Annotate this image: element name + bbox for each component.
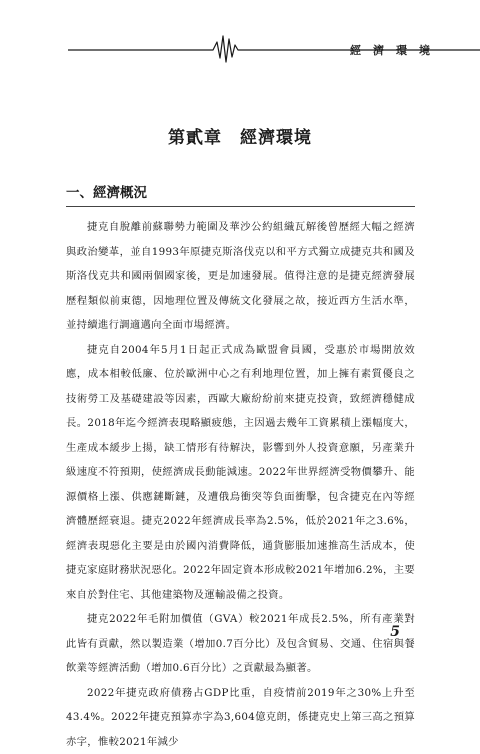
section-divider <box>66 206 415 207</box>
section-heading: 一、經濟概況 <box>66 181 147 201</box>
paragraph-3: 捷克2022年毛附加價值（GVA）較2021年成長2.5%，所有產業對此皆有貢獻，然以製造業（增加0.7百分比）及包含貿易、交通、住宿與餐飲業等經濟活動（增加0.6百分比）之貢獻最為顯著。 <box>66 607 415 681</box>
page-number: 5 <box>390 624 400 640</box>
chapter-title: 第貳章 經濟環境 <box>0 123 480 148</box>
body-text <box>66 215 415 754</box>
paragraph-4: 2022年捷克政府債務占GDP比重，自疫情前2019年之30%上升至43.4%。2022年捷克預算赤字為3,604億克朗，係捷克史上第三高之預算赤字，惟較2021年減少 <box>66 681 415 754</box>
running-header <box>0 28 480 68</box>
running-title: 經濟環境 <box>350 42 442 58</box>
paragraph-2: 捷克自2004年5月1日起正式成為歐盟會員國，受惠於市場開放效應，成本相較低廉、位於歐洲中心之有利地理位置，加上擁有素質優良之技術勞工及基礎建設等因素，西歐大廠紛紛前來捷克投資，致經濟穩健成長。2018年迄今經濟表現略顯疲態，主因過去幾年工資累積上漲幅度大，生產成本緩步上揚，缺工情形有待解決，影響到外人投資意願，另產業升級速度不符預期，使經濟成長動能減速。2022年世界經濟受物價攀升、能源價格上漲、供應鏈斷鏈，及遭俄烏衝突等負面衝擊，包含捷克在內等經濟體歷經衰退。捷克2022年經濟成長率為2.5%，低於2021年之3.6%，經濟表現惡化主要是由於國內消費降低，通貨膨脹加速推高生活成本，使捷克家庭財務狀況惡化。2022年固定資本形成較2021年增加6.2%，主要來自於對住宅、其他建築物及運輸設備之投資。 <box>66 338 415 608</box>
paragraph-1: 捷克自脫離前蘇聯勢力範圍及華沙公約組織瓦解後曾歷經大幅之經濟與政治變革，並自1993年原捷克斯洛伐克以和平方式獨立成捷克共和國及斯洛伐克共和國兩個國家後，更是加速發展。值得注意的是捷克經濟發展歷程類似前東德，因地理位置及傳統文化發展之故，接近西方生活水準，並持續進行調適邁向全面市場經濟。 <box>66 215 415 338</box>
